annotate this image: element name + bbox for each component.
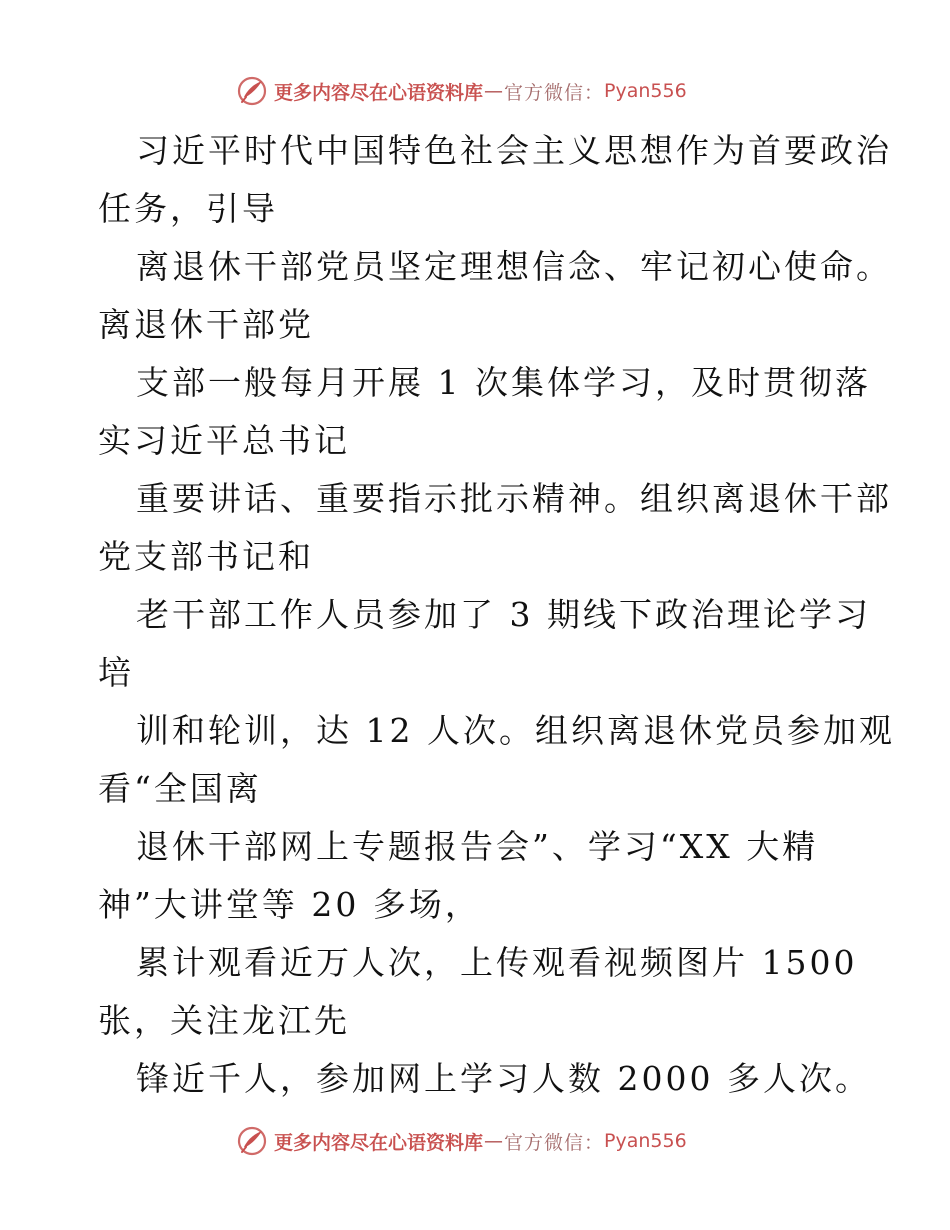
watermark-id: Pyan556 — [604, 1130, 687, 1152]
text-line: 任务，引导 — [98, 189, 278, 228]
footer-watermark — [236, 1124, 687, 1158]
text-line: 离退休干部党 — [98, 305, 314, 344]
text-line: 实习近平总书记 — [98, 421, 350, 460]
text-line: 锋近千人，参加网上学习人数 2000 多人次。 — [136, 1059, 871, 1098]
document-body — [98, 122, 895, 1108]
text-line: 老干部工作人员参加了 3 期线下政治理论学习 — [136, 595, 871, 634]
watermark-sub: 官方微信： — [504, 81, 605, 104]
feather-logo-icon — [236, 1125, 268, 1157]
text-line: 训和轮训，达 12 人次。组织离退休党员参加观 — [136, 711, 895, 750]
text-line: 重要讲话、重要指示批示精神。组织离退休干部 — [136, 479, 892, 518]
text-line: 累计观看近万人次，上传观看视频图片 1500 — [136, 943, 858, 982]
text-line: 张，关注龙江先 — [98, 1001, 350, 1040]
watermark-dash: — — [484, 1130, 504, 1152]
header-watermark — [236, 74, 687, 108]
text-line: 神”大讲堂等 20 多场， — [98, 885, 481, 924]
text-line: 看“全国离 — [98, 769, 262, 808]
text-line: 退休干部网上专题报告会”、学习“XX 大精 — [136, 827, 819, 866]
watermark-id: Pyan556 — [604, 80, 687, 102]
text-line: 党支部书记和 — [98, 537, 314, 576]
text-line: 习近平时代中国特色社会主义思想作为首要政治 — [136, 131, 892, 170]
text-line: 培 — [98, 653, 134, 692]
watermark-title: 更多内容尽在心语资料库 — [274, 81, 484, 104]
text-line: 支部一般每月开展 1 次集体学习，及时贯彻落 — [136, 363, 871, 402]
text-line: 离退休干部党员坚定理想信念、牢记初心使命。 — [136, 247, 892, 286]
watermark-title: 更多内容尽在心语资料库 — [274, 1131, 484, 1154]
watermark-dash: — — [484, 80, 504, 102]
feather-logo-icon — [236, 75, 268, 107]
watermark-sub: 官方微信： — [504, 1131, 605, 1154]
